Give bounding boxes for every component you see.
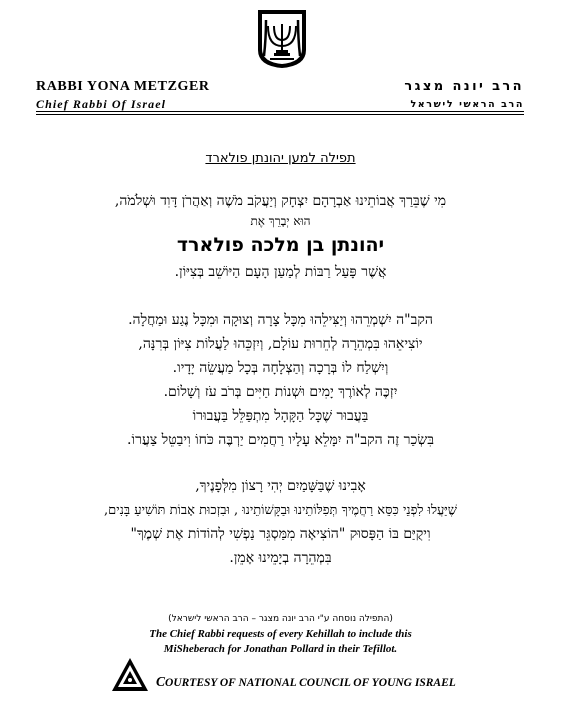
hebrew-rabbi-name: הרב יונה מצגר [404, 79, 524, 94]
state-emblem-icon [254, 8, 310, 70]
courtesy-initial: C [156, 674, 166, 689]
english-note-line-1: The Chief Rabbi requests of every Kehillah to include this [149, 628, 412, 640]
header-divider-bottom [36, 114, 524, 115]
hebrew-rabbi-title: הרב הראשי לישראל [410, 99, 524, 110]
prayer-line: יוֹצִיאֵהוּ בִּמְהֵרָה לְחֵרוּת עוֹלָם, וְיִזְכֵּהוּ לַעֲלוֹת צִיּוֹן בְּרִנָּה, [138, 336, 423, 352]
courtesy-text: OURTESY OF NATIONAL COUNCIL OF YOUNG ISRAEL [165, 677, 456, 689]
prayer-line: בִּשְׂכַר זֶה הקב"ה יִמָּלֵא עָלָיו רַחֲמִים יַרְבֶּה כֹּחוֹ וִיבַטֵּל צַעֲרוֹ. [127, 432, 434, 448]
prayer-line: בַּעֲבוּר שֶׁכָּל הַקָּהָל מִתְפַּלֵּל בַּעֲבוּרוֹ [192, 408, 369, 424]
prayer-line: אָבִינוּ שֶׁבַּשָּׁמַיִם יְהִי רָצוֹן מִלְּפָנֶיךָ, [195, 478, 366, 494]
prayer-line: אֲשֶׁר פָּעַל רַבּוֹת לְמַעַן הָעָם הַיּוֹשֵׁב בְּצִיּוֹן. [174, 264, 387, 280]
prayer-line: יִזְכֶּה לְאוֹרֶךְ יָמִים וּשְׁנוֹת חַיִּים בְּרֹב עֹז וְשָׁלוֹם. [163, 384, 398, 400]
courtesy-line [156, 674, 456, 690]
prisoner-name: יהונתן בן מלכה פולארד [176, 234, 385, 256]
prayer-line: הוּא יְבָרֵךְ אֶת [250, 214, 311, 228]
prayer-line: בִּמְהֵרָה בְיָמֵינוּ אָמֵן. [229, 550, 332, 566]
header-divider-top [36, 111, 524, 112]
prayer-line: מִי שֶׁבֵּרַךְ אֲבוֹתֵינוּ אַבְרָהָם יִצְחָק וְיַעֲקֹב מֹשֶׁה וְאַהֲרֹן דָּוִד וּשְׁלֹמֹה, [114, 193, 447, 209]
hebrew-header [404, 79, 524, 110]
prayer-line: שֶׁיַּעֲלוּ לִפְנֵי כִּסֵּא רַחֲמֶיךָ תְּפִלּוֹתֵינוּ וּבַקָּשׁוֹתֵינוּ , וּבִזְכוּת אָבוֹת תּוֹשִׁיעַ בָּנִים, [103, 503, 457, 518]
prayer-heading: תפילה למען יהונתן פולארד [205, 151, 356, 166]
english-rabbi-name: RABBI YONA METZGER [36, 79, 210, 94]
prayer-line: הקב"ה יִשְׁמְרֵהוּ וְיַצִּילֵהוּ מִכָּל צָרָה וְצוּקָה וּמִכָּל נֶגַע וּמַחֲלָה. [128, 312, 433, 328]
prayer-line: וִיקֻיַּם בּוֹ הַפָּסוּק "הוֹצִיאָה מִמַּסְגֵּר נַפְשִׁי לְהוֹדוֹת אֶת שְׁמֶךָ" [130, 526, 431, 542]
young-israel-logo-icon [111, 657, 149, 693]
english-header [36, 79, 210, 112]
english-rabbi-title: Chief Rabbi Of Israel [36, 97, 167, 111]
prayer-line: וְיִשְׁלַח לוֹ בְּרָכָה וְהַצְלָחָה בְּכָל מַעֲשֵׂה יָדָיו. [172, 360, 389, 376]
english-note-line-2: MiSheberach for Jonathan Pollard in their Tefillot. [163, 643, 398, 655]
hebrew-footnote: (התפילה נוסחה ע"י הרב יונה מצגר – הרב הראשי לישראל) [168, 614, 393, 624]
